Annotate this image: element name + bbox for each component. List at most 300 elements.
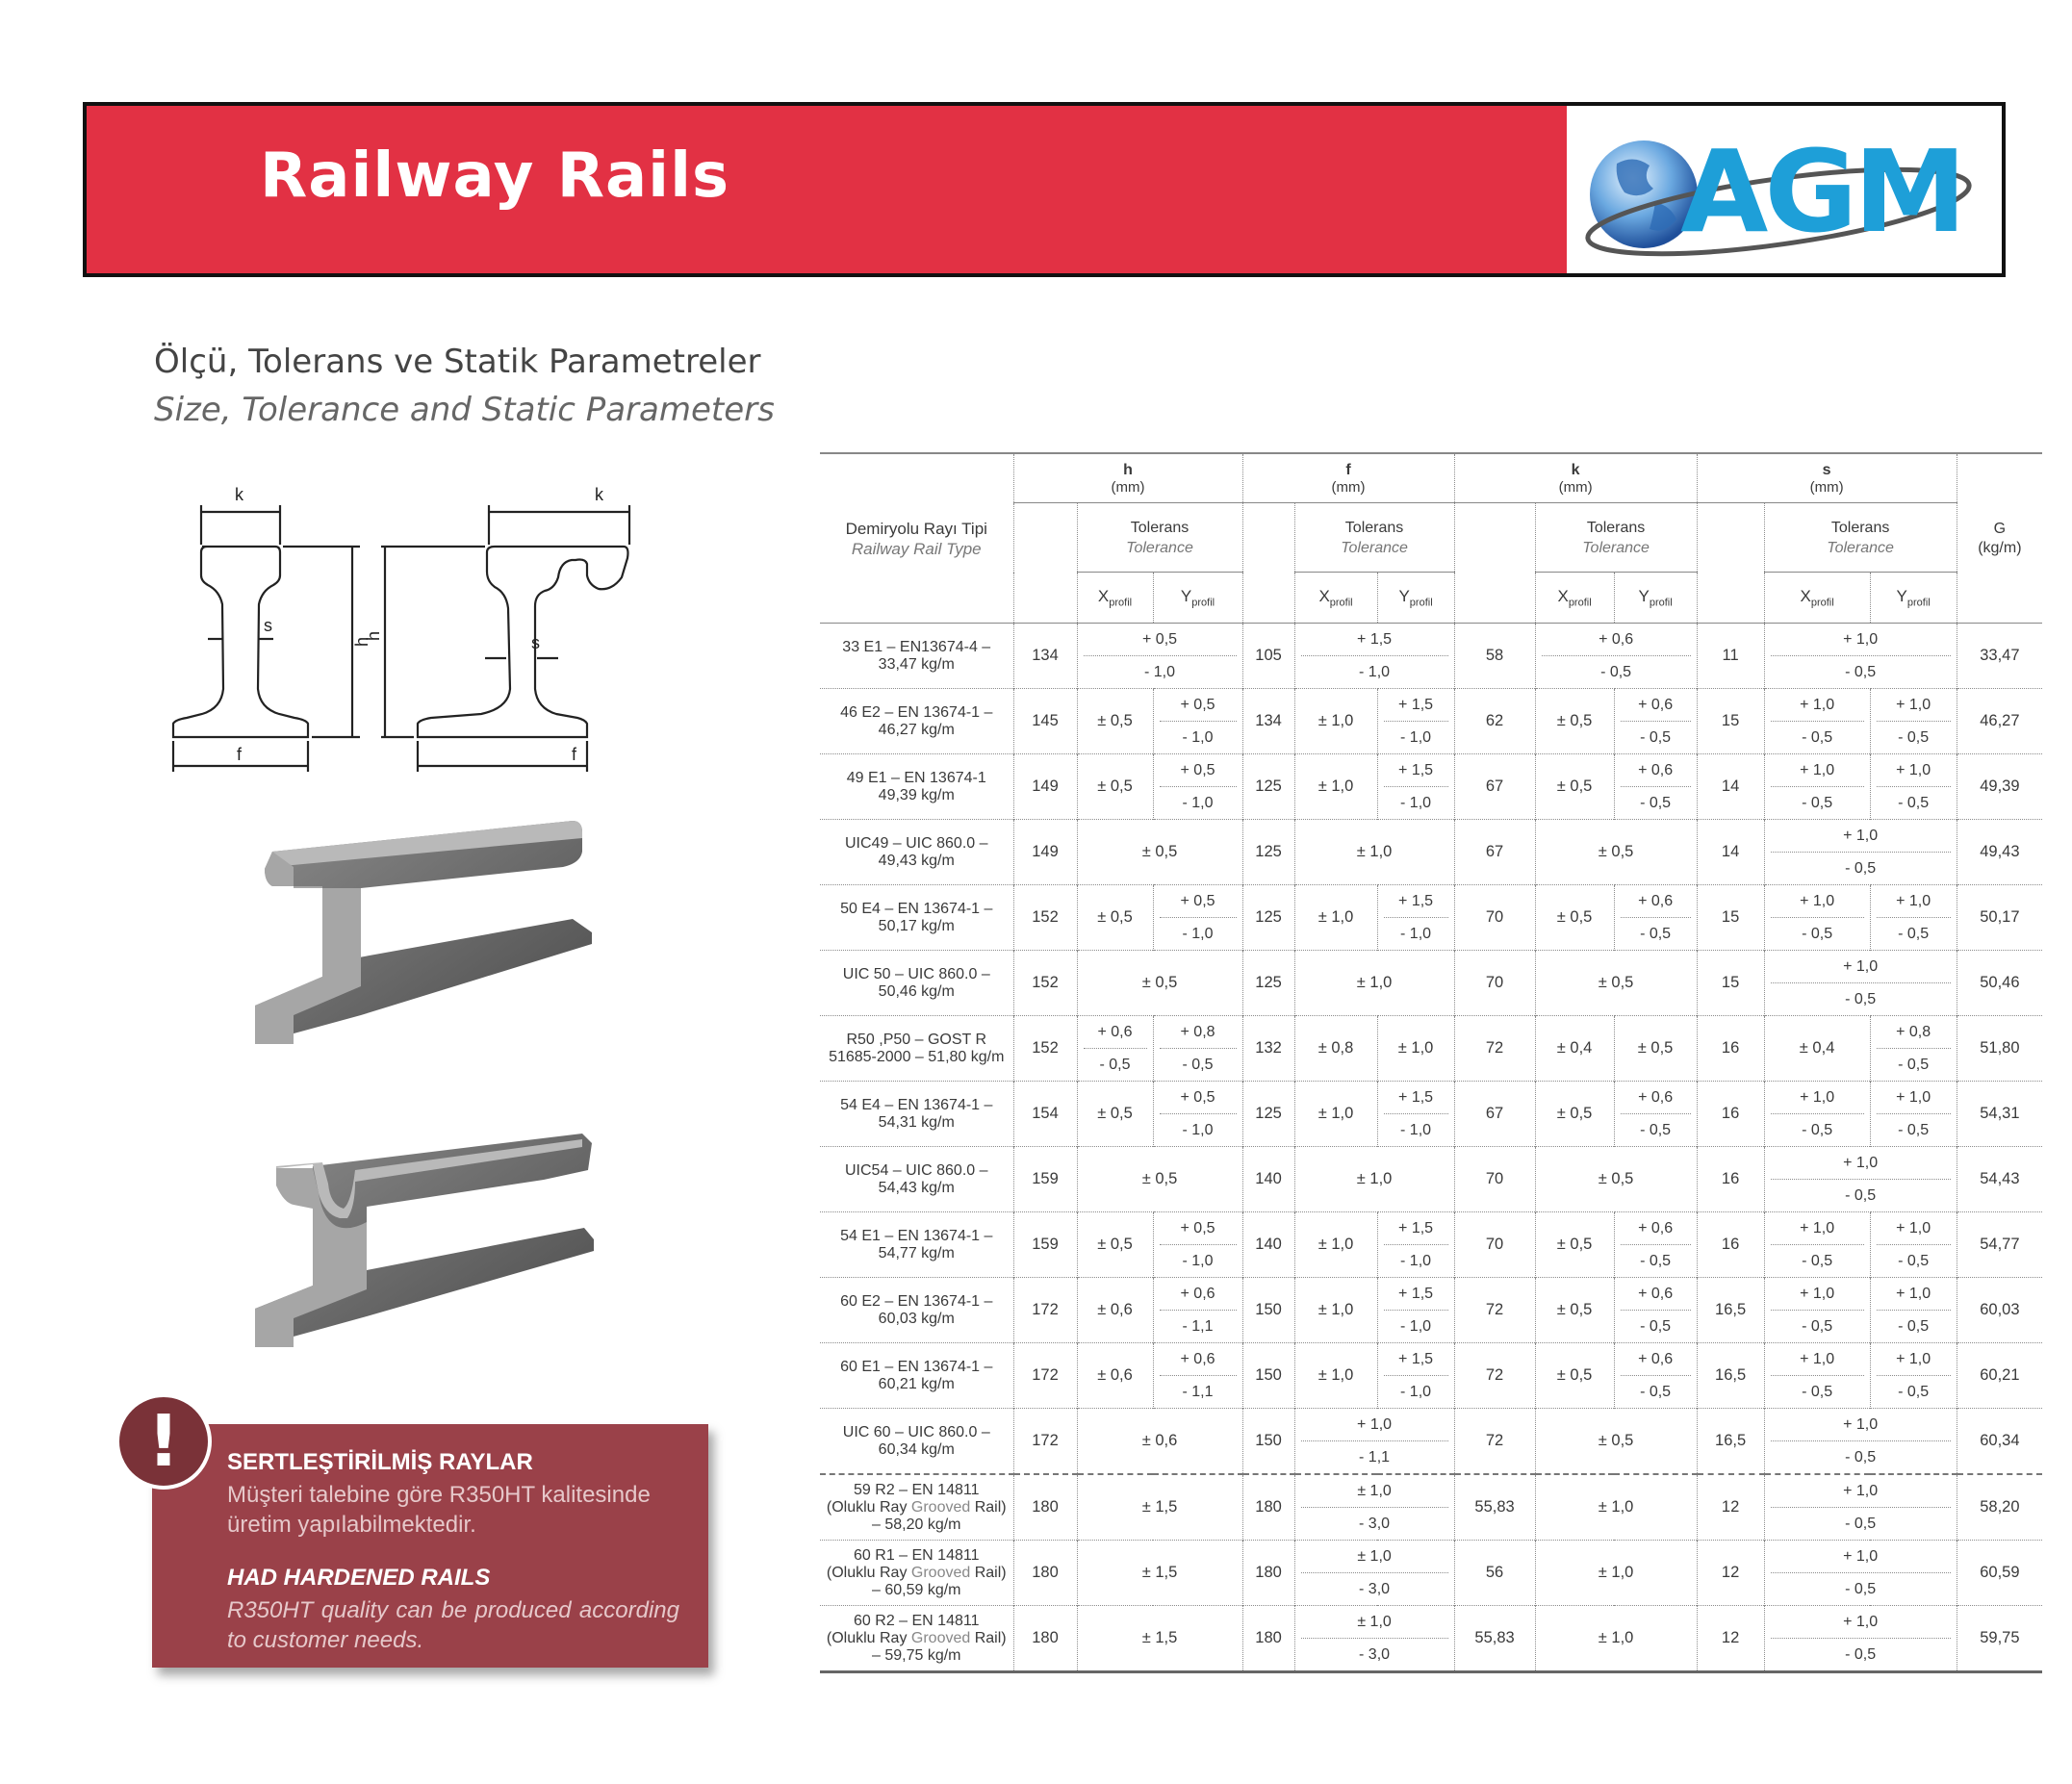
- rail-type-cell: [820, 1606, 1013, 1672]
- tolerance-y-cell: [1153, 689, 1242, 754]
- tolerance-upper: + 0,6: [1542, 624, 1691, 656]
- header-k-xprofil: $X_{profil}$: [1535, 573, 1614, 624]
- f-value-cell: 125: [1242, 820, 1294, 885]
- g-value-cell: 60,34: [1957, 1409, 2042, 1475]
- f-value-cell: 125: [1242, 1082, 1294, 1147]
- rail-type-cell: 60 E2 – EN 13674-1 – 60,03 kg/m: [820, 1278, 1013, 1343]
- tolerance-upper: + 1,5: [1384, 1082, 1448, 1114]
- k-value-cell: 67: [1454, 820, 1535, 885]
- tolerance-upper: + 0,6: [1621, 754, 1691, 787]
- tolerance-cell: ± 0,5: [1535, 820, 1697, 885]
- tolerance-y-cell: [1153, 754, 1242, 820]
- tolerance-y-cell: [1377, 754, 1454, 820]
- tolerance-lower: - 1,0: [1400, 1318, 1432, 1335]
- rail-type-grooved: Grooved: [910, 1564, 971, 1581]
- tolerance-lower: - 0,5: [1640, 926, 1672, 942]
- tolerance-upper: + 0,6: [1160, 1343, 1237, 1376]
- tolerance-lower: - 0,5: [1898, 1122, 1930, 1138]
- tolerance-cell: [1764, 1409, 1957, 1475]
- tolerance-cell: [1764, 1541, 1957, 1606]
- tolerance-x-cell: ± 1,0: [1294, 689, 1377, 754]
- tolerance-lower: - 0,5: [1845, 1516, 1877, 1532]
- tolerance-upper: + 0,6: [1621, 885, 1691, 918]
- tolerance-upper: + 0,5: [1160, 1082, 1237, 1114]
- tolerance-x-cell: ± 0,4: [1764, 1016, 1870, 1082]
- g-value-cell: 49,39: [1957, 754, 2042, 820]
- tolerance-y-cell: [1377, 885, 1454, 951]
- tolerance-y-cell: [1614, 885, 1697, 951]
- table-row: [820, 1474, 2042, 1541]
- f-value-cell: 180: [1242, 1541, 1294, 1606]
- tolerance-lower: - 3,0: [1359, 1581, 1391, 1597]
- tolerance-lower: - 1,0: [1182, 926, 1214, 942]
- s-value-cell: 16: [1697, 1212, 1764, 1278]
- h-value-cell: 145: [1013, 689, 1077, 754]
- rail-type-pre: (Oluklu Ray: [826, 1498, 911, 1516]
- tolerance-upper: + 1,0: [1877, 1212, 1951, 1245]
- tolerance-cell: [1294, 1541, 1454, 1606]
- h-value-cell: 180: [1013, 1606, 1077, 1672]
- rail-type-cell: UIC 60 – UIC 860.0 – 60,34 kg/m: [820, 1409, 1013, 1475]
- exclamation-icon: !: [115, 1393, 212, 1490]
- rail-type-cell: UIC49 – UIC 860.0 – 49,43 kg/m: [820, 820, 1013, 885]
- tolerance-upper: + 1,0: [1771, 1475, 1951, 1508]
- rail-type-main: 59 R2 – EN 14811: [854, 1481, 980, 1498]
- tolerance-lower: - 0,5: [1182, 1057, 1214, 1073]
- grooved-rail-illustration: [255, 1126, 601, 1400]
- tolerance-lower: - 0,5: [1802, 1122, 1833, 1138]
- header-rail-type: Demiryolu Rayı Tipi Railway Rail Type: [845, 519, 987, 558]
- s-value-cell: 14: [1697, 754, 1764, 820]
- tolerance-lower: - 1,0: [1182, 795, 1214, 811]
- tolerance-x-cell: ± 0,5: [1077, 1082, 1153, 1147]
- f-value-cell: 105: [1242, 624, 1294, 689]
- table-row: [820, 1016, 2042, 1082]
- tolerance-lower: - 3,0: [1359, 1516, 1391, 1532]
- tolerance-cell: ± 0,5: [1535, 951, 1697, 1016]
- tolerance-upper: + 1,5: [1384, 1343, 1448, 1376]
- header-s-tolerance: Tolerans Tolerance: [1764, 503, 1957, 573]
- tolerance-upper: + 0,6: [1621, 1343, 1691, 1376]
- tolerance-x-cell: [1764, 885, 1870, 951]
- g-value-cell: 54,43: [1957, 1147, 2042, 1212]
- tolerance-cell: [1294, 624, 1454, 689]
- tolerance-y-cell: [1614, 1212, 1697, 1278]
- h-value-cell: 149: [1013, 754, 1077, 820]
- globe-logo-icon: [1567, 106, 2002, 273]
- table-row: [820, 1278, 2042, 1343]
- tolerance-upper: + 1,0: [1771, 1278, 1864, 1311]
- tolerance-lower: - 0,5: [1640, 1384, 1672, 1400]
- tolerance-upper: + 1,0: [1877, 1278, 1951, 1311]
- s-value-cell: 16: [1697, 1016, 1764, 1082]
- tolerance-cell: [1294, 1606, 1454, 1672]
- h-value-cell: 152: [1013, 951, 1077, 1016]
- g-value-cell: 60,03: [1957, 1278, 2042, 1343]
- g-value-cell: 51,80: [1957, 1016, 2042, 1082]
- h-value-cell: 159: [1013, 1147, 1077, 1212]
- tolerance-upper: + 1,0: [1771, 1343, 1864, 1376]
- tolerance-x-cell: ± 0,5: [1077, 754, 1153, 820]
- tolerance-y-cell: [1614, 1343, 1697, 1409]
- tolerance-cell: ± 1,0: [1294, 1147, 1454, 1212]
- rail-type-pre: (Oluklu Ray: [826, 1629, 911, 1646]
- table-row: [820, 1409, 2042, 1475]
- f-value-cell: 125: [1242, 885, 1294, 951]
- table-row: [820, 1147, 2042, 1212]
- f-value-cell: 150: [1242, 1409, 1294, 1475]
- tolerance-y-cell: [1377, 1082, 1454, 1147]
- tolerance-lower: - 0,5: [1600, 664, 1632, 680]
- tolerance-lower: - 1,0: [1144, 664, 1176, 680]
- tolerance-upper: + 0,5: [1160, 1212, 1237, 1245]
- tolerance-x-cell: [1764, 689, 1870, 754]
- tolerance-y-cell: ± 1,0: [1377, 1016, 1454, 1082]
- tolerance-cell: [1764, 1606, 1957, 1672]
- tolerance-y-cell: [1870, 1212, 1957, 1278]
- tolerance-upper: + 1,0: [1771, 1147, 1951, 1180]
- tolerance-x-cell: ± 0,5: [1077, 885, 1153, 951]
- tolerance-lower: - 0,5: [1845, 1449, 1877, 1465]
- tolerance-y-cell: [1614, 689, 1697, 754]
- tolerance-y-cell: [1153, 1016, 1242, 1082]
- tolerance-y-cell: [1614, 1278, 1697, 1343]
- tolerance-y-cell: [1153, 1278, 1242, 1343]
- h-value-cell: 152: [1013, 1016, 1077, 1082]
- s-value-cell: 11: [1697, 624, 1764, 689]
- rail-type-post: Rail) – 59,75 kg/m: [872, 1629, 1007, 1664]
- tolerance-cell: ± 1,0: [1294, 951, 1454, 1016]
- tolerance-upper: + 1,0: [1771, 1409, 1951, 1441]
- tolerance-upper: + 1,5: [1384, 1278, 1448, 1311]
- tolerance-upper: + 1,0: [1771, 689, 1864, 722]
- h-value-cell: 172: [1013, 1409, 1077, 1475]
- g-value-cell: 60,21: [1957, 1343, 2042, 1409]
- table-row: [820, 1343, 2042, 1409]
- tolerance-upper: + 1,0: [1877, 754, 1951, 787]
- tolerance-lower: - 0,5: [1898, 795, 1930, 811]
- header-k-yprofil: $Y_{profil}$: [1614, 573, 1697, 624]
- tolerance-x-cell: ± 0,8: [1294, 1016, 1377, 1082]
- k-value-cell: 67: [1454, 1082, 1535, 1147]
- tolerance-lower: - 0,5: [1802, 1384, 1833, 1400]
- header-banner: [83, 102, 2006, 277]
- tolerance-cell: [1764, 1147, 1957, 1212]
- tolerance-lower: - 0,5: [1640, 729, 1672, 746]
- tolerance-x-cell: ± 0,4: [1535, 1016, 1614, 1082]
- tolerance-y-cell: [1870, 1016, 1957, 1082]
- tolerance-lower: - 1,0: [1182, 1122, 1214, 1138]
- tolerance-cell: ± 1,5: [1077, 1474, 1242, 1541]
- tolerance-x-cell: [1764, 1278, 1870, 1343]
- g-value-cell: 46,27: [1957, 689, 2042, 754]
- tolerance-x-cell: ± 0,5: [1077, 689, 1153, 754]
- vignole-rail-illustration: [255, 813, 601, 1097]
- tolerance-y-cell: [1377, 1212, 1454, 1278]
- tolerance-lower: - 3,0: [1359, 1646, 1391, 1663]
- tolerance-lower: - 1,0: [1400, 926, 1432, 942]
- tolerance-x-cell: ± 0,5: [1077, 1212, 1153, 1278]
- tolerance-lower: - 1,0: [1400, 729, 1432, 746]
- tolerance-lower: - 1,0: [1359, 664, 1391, 680]
- dim-label-k-left: k: [235, 485, 243, 504]
- tolerance-upper: + 1,0: [1771, 951, 1951, 983]
- tolerance-y-cell: [1153, 1082, 1242, 1147]
- rail-type-pre: (Oluklu Ray: [826, 1564, 911, 1581]
- tolerance-y-cell: [1153, 885, 1242, 951]
- tolerance-x-cell: [1764, 1212, 1870, 1278]
- tolerance-lower: - 0,5: [1898, 1318, 1930, 1335]
- k-value-cell: 70: [1454, 885, 1535, 951]
- tolerance-upper: + 0,6: [1084, 1016, 1147, 1049]
- tolerance-cell: [1764, 624, 1957, 689]
- k-value-cell: 70: [1454, 951, 1535, 1016]
- tolerance-lower: - 0,5: [1898, 1057, 1930, 1073]
- g-value-cell: 33,47: [1957, 624, 2042, 689]
- tolerance-upper: + 0,5: [1160, 885, 1237, 918]
- k-value-cell: 67: [1454, 754, 1535, 820]
- rail-type-cell: 60 E1 – EN 13674-1 – 60,21 kg/m: [820, 1343, 1013, 1409]
- s-value-cell: 12: [1697, 1606, 1764, 1672]
- tolerance-x-cell: [1764, 1343, 1870, 1409]
- tolerance-y-cell: [1153, 1212, 1242, 1278]
- s-value-cell: 16: [1697, 1082, 1764, 1147]
- tolerance-lower: - 0,5: [1898, 729, 1930, 746]
- tolerance-lower: - 1,1: [1182, 1384, 1214, 1400]
- f-value-cell: 150: [1242, 1343, 1294, 1409]
- h-value-cell: 180: [1013, 1474, 1077, 1541]
- k-value-cell: 62: [1454, 689, 1535, 754]
- tolerance-y-cell: [1870, 885, 1957, 951]
- tolerance-lower: - 0,5: [1845, 991, 1877, 1007]
- tolerance-cell: [1764, 1474, 1957, 1541]
- table-row: [820, 885, 2042, 951]
- rail-type-cell: 54 E4 – EN 13674-1 – 54,31 kg/m: [820, 1082, 1013, 1147]
- tolerance-upper: ± 1,0: [1301, 1606, 1448, 1639]
- tolerance-upper: + 1,5: [1384, 1212, 1448, 1245]
- table-row: [820, 624, 2042, 689]
- tolerance-lower: - 0,5: [1640, 795, 1672, 811]
- tolerance-upper: + 0,6: [1621, 1278, 1691, 1311]
- rail-profile-drawings: [154, 471, 693, 794]
- tolerance-lower: - 1,0: [1182, 729, 1214, 746]
- tolerance-lower: - 0,5: [1640, 1253, 1672, 1269]
- tolerance-y-cell: [1377, 689, 1454, 754]
- tolerance-upper: + 1,5: [1384, 689, 1448, 722]
- tolerance-lower: - 1,0: [1400, 1384, 1432, 1400]
- k-value-cell: 72: [1454, 1278, 1535, 1343]
- g-value-cell: 50,17: [1957, 885, 2042, 951]
- f-value-cell: 140: [1242, 1212, 1294, 1278]
- f-value-cell: 150: [1242, 1278, 1294, 1343]
- tolerance-cell: [1077, 624, 1242, 689]
- rail-type-cell: UIC54 – UIC 860.0 – 54,43 kg/m: [820, 1147, 1013, 1212]
- tolerance-cell: ± 0,5: [1077, 951, 1242, 1016]
- tolerance-x-cell: ± 0,5: [1535, 689, 1614, 754]
- tolerance-lower: - 1,0: [1182, 1253, 1214, 1269]
- header-k: k (mm): [1454, 453, 1697, 503]
- k-value-cell: 70: [1454, 1147, 1535, 1212]
- agm-logo: [1567, 106, 2002, 273]
- tolerance-upper: + 1,0: [1877, 689, 1951, 722]
- tolerance-cell: ± 0,5: [1535, 1147, 1697, 1212]
- tolerance-lower: - 0,5: [1099, 1057, 1131, 1073]
- tolerance-upper: + 1,0: [1771, 754, 1864, 787]
- tolerance-cell: ± 0,5: [1077, 1147, 1242, 1212]
- tolerance-x-cell: [1764, 754, 1870, 820]
- h-value-cell: 154: [1013, 1082, 1077, 1147]
- s-value-cell: 12: [1697, 1541, 1764, 1606]
- tolerance-upper: + 0,6: [1621, 1082, 1691, 1114]
- table-row: [820, 951, 2042, 1016]
- table-row: [820, 1541, 2042, 1606]
- header-h-yprofil: $Y_{profil}$: [1153, 573, 1242, 624]
- tolerance-cell: [1294, 1474, 1454, 1541]
- tolerance-upper: + 0,5: [1160, 754, 1237, 787]
- k-value-cell: 55,83: [1454, 1474, 1535, 1541]
- s-value-cell: 16,5: [1697, 1278, 1764, 1343]
- tolerance-y-cell: [1377, 1343, 1454, 1409]
- section-heading-en: Size, Tolerance and Static Parameters: [154, 391, 775, 429]
- tolerance-upper: + 1,5: [1384, 885, 1448, 918]
- callout-title-tr: SERTLEŞTİRİLMİŞ RAYLAR: [227, 1449, 533, 1475]
- tolerance-lower: - 1,0: [1400, 795, 1432, 811]
- tolerance-lower: - 0,5: [1898, 926, 1930, 942]
- s-value-cell: 12: [1697, 1474, 1764, 1541]
- tolerance-cell: ± 0,5: [1077, 820, 1242, 885]
- k-value-cell: 58: [1454, 624, 1535, 689]
- tolerance-x-cell: ± 0,5: [1535, 1082, 1614, 1147]
- tolerance-cell: ± 1,0: [1535, 1474, 1697, 1541]
- tolerance-x-cell: ± 0,5: [1535, 1278, 1614, 1343]
- h-value-cell: 152: [1013, 885, 1077, 951]
- header-h: h (mm): [1013, 453, 1242, 503]
- tolerance-lower: - 0,5: [1640, 1122, 1672, 1138]
- rail-parameters-table: [820, 452, 2042, 1673]
- tolerance-cell: [1764, 820, 1957, 885]
- rail-type-cell: 49 E1 – EN 13674-1 49,39 kg/m: [820, 754, 1013, 820]
- tolerance-lower: - 0,5: [1845, 1581, 1877, 1597]
- f-value-cell: 134: [1242, 689, 1294, 754]
- s-value-cell: 16,5: [1697, 1409, 1764, 1475]
- header-f: f (mm): [1242, 453, 1454, 503]
- callout-body-tr: Müşteri talebine göre R350HT kalitesinde üretim yapılabilmektedir.: [227, 1482, 651, 1538]
- tolerance-x-cell: ± 0,5: [1535, 1343, 1614, 1409]
- header-f-xprofil: $X_{profil}$: [1294, 573, 1377, 624]
- tolerance-y-cell: [1153, 1343, 1242, 1409]
- tolerance-lower: - 0,5: [1845, 664, 1877, 680]
- tolerance-lower: - 0,5: [1845, 860, 1877, 877]
- tolerance-y-cell: [1870, 1278, 1957, 1343]
- table-row: [820, 1606, 2042, 1672]
- header-s-yprofil: $Y_{profil}$: [1870, 573, 1957, 624]
- tolerance-lower: - 0,5: [1898, 1384, 1930, 1400]
- h-value-cell: 172: [1013, 1343, 1077, 1409]
- tolerance-lower: - 1,0: [1400, 1122, 1432, 1138]
- tolerance-cell: ± 0,5: [1535, 1409, 1697, 1475]
- f-value-cell: 180: [1242, 1606, 1294, 1672]
- f-value-cell: 140: [1242, 1147, 1294, 1212]
- h-value-cell: 134: [1013, 624, 1077, 689]
- k-value-cell: 72: [1454, 1409, 1535, 1475]
- tolerance-upper: ± 1,0: [1301, 1541, 1448, 1573]
- page-title: Railway Rails: [260, 140, 730, 212]
- tolerance-upper: + 0,8: [1160, 1016, 1237, 1049]
- header-k-tolerance: Tolerans Tolerance: [1535, 503, 1697, 573]
- tolerance-x-cell: ± 1,0: [1294, 754, 1377, 820]
- k-value-cell: 56: [1454, 1541, 1535, 1606]
- tolerance-x-cell: ± 1,0: [1294, 885, 1377, 951]
- tolerance-lower: - 0,5: [1640, 1318, 1672, 1335]
- tolerance-y-cell: [1870, 689, 1957, 754]
- g-value-cell: 54,31: [1957, 1082, 2042, 1147]
- tolerance-y-cell: [1614, 1082, 1697, 1147]
- s-value-cell: 16,5: [1697, 1343, 1764, 1409]
- tolerance-x-cell: ± 0,5: [1535, 885, 1614, 951]
- tolerance-upper: + 0,8: [1877, 1016, 1951, 1049]
- rail-type-cell: 50 E4 – EN 13674-1 – 50,17 kg/m: [820, 885, 1013, 951]
- tolerance-cell: ± 0,6: [1077, 1409, 1242, 1475]
- tolerance-y-cell: [1870, 1343, 1957, 1409]
- table-row: [820, 1082, 2042, 1147]
- rail-type-grooved: Grooved: [910, 1629, 971, 1646]
- section-heading-tr: Ölçü, Tolerans ve Statik Parametreler: [154, 343, 761, 381]
- header-h-xprofil: $X_{profil}$: [1077, 573, 1153, 624]
- tolerance-y-cell: ± 0,5: [1614, 1016, 1697, 1082]
- k-value-cell: 55,83: [1454, 1606, 1535, 1672]
- tolerance-lower: - 0,5: [1802, 729, 1833, 746]
- rail-type-cell: R50 ,P50 – GOST R 51685-2000 – 51,80 kg/m: [820, 1016, 1013, 1082]
- tolerance-upper: + 0,5: [1160, 689, 1237, 722]
- rail-type-cell: [820, 1541, 1013, 1606]
- tolerance-upper: + 1,0: [1301, 1409, 1448, 1441]
- dim-label-s-right: s: [531, 633, 540, 652]
- g-value-cell: 60,59: [1957, 1541, 2042, 1606]
- tolerance-y-cell: [1870, 1082, 1957, 1147]
- tolerance-x-cell: ± 1,0: [1294, 1278, 1377, 1343]
- tolerance-cell: ± 1,0: [1535, 1606, 1697, 1672]
- tolerance-upper: + 1,0: [1771, 1212, 1864, 1245]
- rail-type-cell: 46 E2 – EN 13674-1 – 46,27 kg/m: [820, 689, 1013, 754]
- table-row: [820, 820, 2042, 885]
- tolerance-upper: + 1,0: [1877, 1082, 1951, 1114]
- dim-label-h-left: h: [352, 636, 371, 647]
- header-s: s (mm): [1697, 453, 1957, 503]
- tolerance-cell: ± 1,5: [1077, 1541, 1242, 1606]
- h-value-cell: 172: [1013, 1278, 1077, 1343]
- rail-type-main: 60 R1 – EN 14811: [854, 1546, 980, 1564]
- header-s-xprofil: $X_{profil}$: [1764, 573, 1870, 624]
- tolerance-x-cell: ± 0,6: [1077, 1343, 1153, 1409]
- tolerance-upper: + 0,5: [1084, 624, 1237, 656]
- tolerance-lower: - 1,0: [1400, 1253, 1432, 1269]
- tolerance-upper: + 0,6: [1621, 689, 1691, 722]
- tolerance-upper: + 1,0: [1771, 1082, 1864, 1114]
- header-h-tolerance: Tolerans Tolerance: [1077, 503, 1242, 573]
- tolerance-lower: - 1,1: [1359, 1449, 1391, 1465]
- tolerance-x-cell: ± 0,5: [1535, 754, 1614, 820]
- g-value-cell: 59,75: [1957, 1606, 2042, 1672]
- table-row: [820, 689, 2042, 754]
- tolerance-upper: + 1,0: [1771, 1541, 1951, 1573]
- k-value-cell: 70: [1454, 1212, 1535, 1278]
- s-value-cell: 15: [1697, 689, 1764, 754]
- h-value-cell: 149: [1013, 820, 1077, 885]
- s-value-cell: 15: [1697, 951, 1764, 1016]
- hardened-rails-callout: [152, 1424, 708, 1668]
- tolerance-x-cell: ± 1,0: [1294, 1343, 1377, 1409]
- h-value-cell: 159: [1013, 1212, 1077, 1278]
